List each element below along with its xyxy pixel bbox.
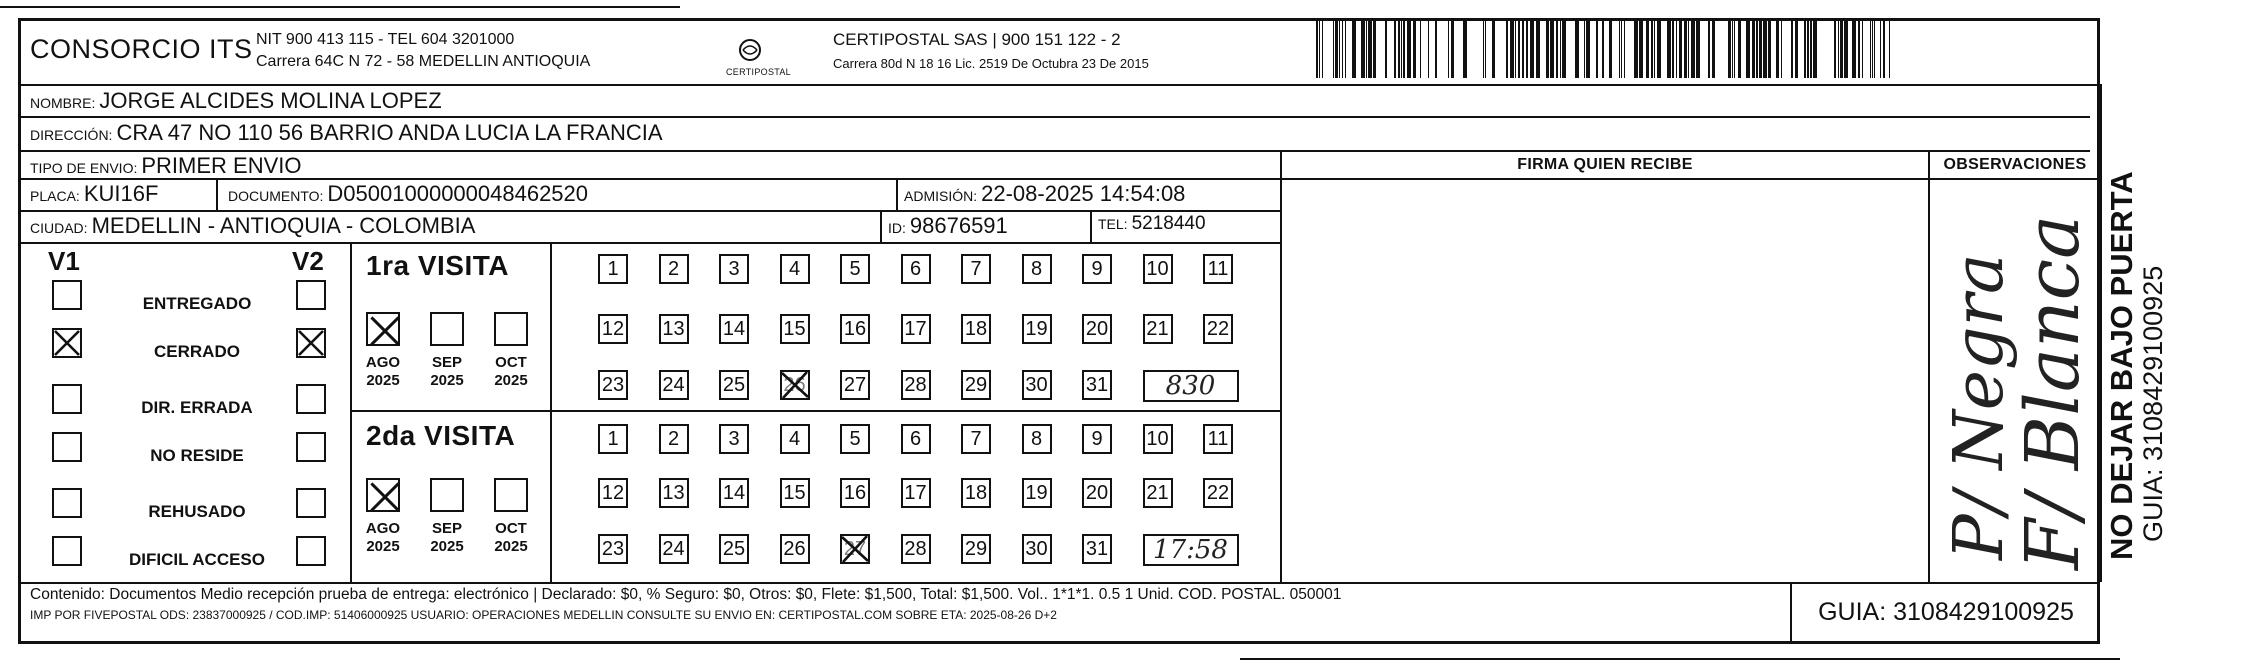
barcode: [1316, 20, 1890, 78]
direccion-value: CRA 47 NO 110 56 BARRIO ANDA LUCIA LA FRANCIA: [116, 120, 663, 145]
v2-checkbox[interactable]: [296, 536, 326, 566]
visit2-day-19[interactable]: 19: [1022, 478, 1052, 508]
visit1-day-29[interactable]: 29: [961, 370, 991, 400]
visit2-title: 2da VISITA: [366, 420, 516, 451]
visit1-day-21[interactable]: 21: [1143, 314, 1173, 344]
visit2-day-17[interactable]: 17: [901, 478, 931, 508]
status-label: CERRADO: [154, 342, 240, 361]
status-label: DIR. ERRADA: [141, 398, 253, 417]
visit1-day-2[interactable]: 2: [659, 254, 689, 284]
visit2-time[interactable]: 17:58: [1143, 534, 1239, 566]
direccion-label: DIRECCIÓN:: [30, 127, 113, 143]
tipo-envio-value: PRIMER ENVIO: [141, 153, 302, 178]
v1-header: V1: [48, 246, 80, 276]
placa-label: PLACA:: [30, 188, 80, 204]
visit2-day-8[interactable]: 8: [1022, 424, 1052, 454]
tipo-envio-row: [30, 153, 302, 179]
id-row: [888, 213, 1008, 239]
visit1-day-18[interactable]: 18: [961, 314, 991, 344]
no-dejar-bajo-puerta: NO DEJAR BAJO PUERTA: [2104, 171, 2139, 560]
visit2-day-4[interactable]: 4: [780, 424, 810, 454]
month-year: 2025: [430, 538, 464, 555]
visit1-day-8[interactable]: 8: [1022, 254, 1052, 284]
visit2-day-28[interactable]: 28: [901, 534, 931, 564]
visit2-day-7[interactable]: 7: [961, 424, 991, 454]
ciudad-label: CIUDAD:: [30, 220, 88, 236]
visit1-day-6[interactable]: 6: [901, 254, 931, 284]
visit1-day-23[interactable]: 23: [598, 370, 628, 400]
tel-value: 5218440: [1131, 213, 1206, 234]
visit2-day-2[interactable]: 2: [659, 424, 689, 454]
observaciones-handwriting-1: P/ Negra: [1940, 253, 2019, 560]
v1-checkbox[interactable]: [52, 432, 82, 462]
footer-impresion: IMP POR FIVEPOSTAL ODS: 23837000925 / COD.IMP: 51406000925 USUARIO: OPERACIONES MEDELLIN CONSULTE SU ENVIO EN: CERTIPOSTAL.COM SOBRE ETA: 2025-08-26 D+2: [30, 608, 1057, 622]
visit2-day-14[interactable]: 14: [719, 478, 749, 508]
firma-header: FIRMA QUIEN RECIBE: [1517, 156, 1693, 173]
visit1-day-28[interactable]: 28: [901, 370, 931, 400]
visit1-month-checkbox[interactable]: [430, 312, 464, 346]
month-year: 2025: [494, 538, 528, 555]
visit1-day-3[interactable]: 3: [719, 254, 749, 284]
visit2-day-3[interactable]: 3: [719, 424, 749, 454]
tipo-envio-label: TIPO DE ENVIO:: [30, 160, 138, 176]
status-label: REHUSADO: [148, 502, 246, 521]
visit1-month-label: [422, 354, 472, 390]
status-label: NO RESIDE: [150, 446, 244, 465]
v1-checkbox[interactable]: [52, 280, 82, 310]
visit2-day-5[interactable]: 5: [840, 424, 870, 454]
visit1-day-24[interactable]: 24: [659, 370, 689, 400]
visit2-day-22[interactable]: 22: [1203, 478, 1233, 508]
visit1-month-checkbox[interactable]: [494, 312, 528, 346]
certipostal-address: Carrera 80d N 18 16 Lic. 2519 De Octubra 23 De 2015: [833, 56, 1149, 71]
visit2-day-30[interactable]: 30: [1022, 534, 1052, 564]
ciudad-value: MEDELLIN - ANTIOQUIA - COLOMBIA: [91, 213, 476, 238]
visit1-month-label: [358, 354, 408, 390]
footer-guia: GUIA: 3108429100925: [1790, 582, 2100, 644]
status-label: DIFICIL ACCESO: [128, 550, 265, 569]
visit2-day-25[interactable]: 25: [719, 534, 749, 564]
visit2-month-label: [486, 520, 536, 556]
visit1-month-checkbox[interactable]: [366, 312, 400, 346]
tel-label: TEL:: [1098, 216, 1128, 232]
direccion-row: [30, 120, 663, 146]
visit2-day-11[interactable]: 11: [1203, 424, 1233, 454]
company-address: Carrera 64C N 72 - 58 MEDELLIN ANTIOQUIA: [256, 53, 591, 70]
visit1-day-20[interactable]: 20: [1082, 314, 1112, 344]
month-name: SEP: [431, 354, 462, 371]
visit1-day-30[interactable]: 30: [1022, 370, 1052, 400]
visit1-day-31[interactable]: 31: [1082, 370, 1112, 400]
month-name: AGO: [365, 354, 401, 371]
visit1-day-9[interactable]: 9: [1082, 254, 1112, 284]
month-year: 2025: [430, 372, 464, 389]
v2-checkbox[interactable]: [296, 432, 326, 462]
v2-checkbox[interactable]: [296, 384, 326, 414]
observaciones-handwriting-2: F/ Blanca: [2010, 214, 2096, 570]
footer-contenido: Contenido: Documentos Medio recepción prueba de entrega: electrónico | Declarado: $0, % Seguro: $0, Otros: $0, Flete: $1,500, Total: $1,500. Vol.. 1*1*1. 0.5 1 Unid. COD. POSTAL. 050001: [30, 586, 1342, 603]
visit2-day-27[interactable]: 27: [840, 534, 870, 564]
v2-checkbox[interactable]: [296, 488, 326, 518]
visit1-day-25[interactable]: 25: [719, 370, 749, 400]
top-rule: [0, 6, 680, 8]
visit2-day-13[interactable]: 13: [659, 478, 689, 508]
documento-label: DOCUMENTO:: [228, 188, 324, 204]
month-year: 2025: [366, 372, 400, 389]
visit1-day-12[interactable]: 12: [598, 314, 628, 344]
visit2-day-21[interactable]: 21: [1143, 478, 1173, 508]
visit1-day-1[interactable]: 1: [598, 254, 628, 284]
visit1-day-4[interactable]: 4: [780, 254, 810, 284]
visit1-day-22[interactable]: 22: [1203, 314, 1233, 344]
documento-value: D05001000000048462520: [327, 181, 589, 206]
visit2-day-18[interactable]: 18: [961, 478, 991, 508]
v2-header: V2: [292, 246, 324, 276]
visit2-day-16[interactable]: 16: [840, 478, 870, 508]
visit2-month-checkbox[interactable]: [494, 478, 528, 512]
visit1-day-19[interactable]: 19: [1022, 314, 1052, 344]
visit2-day-29[interactable]: 29: [961, 534, 991, 564]
visit1-day-26[interactable]: 26: [780, 370, 810, 400]
documento-row: [228, 181, 588, 207]
visit1-day-17[interactable]: 17: [901, 314, 931, 344]
placa-row: [30, 181, 158, 207]
month-name: OCT: [495, 520, 527, 537]
month-name: OCT: [495, 354, 527, 371]
admision-label: ADMISIÓN:: [904, 188, 978, 204]
v2-checkbox[interactable]: [296, 328, 326, 358]
visit2-day-15[interactable]: 15: [780, 478, 810, 508]
certipostal-name: CERTIPOSTAL SAS | 900 151 122 - 2: [833, 30, 1121, 49]
visit1-day-16[interactable]: 16: [840, 314, 870, 344]
nombre-row: [30, 88, 442, 114]
status-label: ENTREGADO: [142, 294, 252, 313]
id-value: 98676591: [909, 213, 1008, 238]
v1-checkbox[interactable]: [52, 328, 82, 358]
visit2-month-checkbox[interactable]: [430, 478, 464, 512]
visit2-month-label: [358, 520, 408, 556]
visit2-day-31[interactable]: 31: [1082, 534, 1112, 564]
placa-value: KUI16F: [83, 181, 159, 206]
nombre-value: JORGE ALCIDES MOLINA LOPEZ: [99, 88, 442, 113]
v2-checkbox[interactable]: [296, 280, 326, 310]
month-name: SEP: [431, 520, 462, 537]
visit2-day-24[interactable]: 24: [659, 534, 689, 564]
company-name: CONSORCIO ITS: [30, 34, 253, 64]
visit1-day-11[interactable]: 11: [1203, 254, 1233, 284]
visit1-day-7[interactable]: 7: [961, 254, 991, 284]
v1-checkbox[interactable]: [52, 536, 82, 566]
month-year: 2025: [494, 372, 528, 389]
side-guia: GUIA: 3108429100925: [2138, 265, 2168, 542]
visit2-day-20[interactable]: 20: [1082, 478, 1112, 508]
visit1-day-13[interactable]: 13: [659, 314, 689, 344]
v1-checkbox[interactable]: [52, 384, 82, 414]
visit2-day-26[interactable]: 26: [780, 534, 810, 564]
visit2-day-23[interactable]: 23: [598, 534, 628, 564]
visit1-time[interactable]: 830: [1143, 370, 1239, 402]
visit2-day-9[interactable]: 9: [1082, 424, 1112, 454]
visit1-month-label: [486, 354, 536, 390]
visit1-day-14[interactable]: 14: [719, 314, 749, 344]
company-nit-tel: NIT 900 413 115 - TEL 604 3201000: [256, 31, 515, 48]
v1-checkbox[interactable]: [52, 488, 82, 518]
visit2-day-1[interactable]: 1: [598, 424, 628, 454]
visit2-month-checkbox[interactable]: [366, 478, 400, 512]
month-year: 2025: [366, 538, 400, 555]
id-label: ID:: [888, 220, 906, 236]
admision-row: [904, 181, 1185, 207]
visit1-day-27[interactable]: 27: [840, 370, 870, 400]
observaciones-header: OBSERVACIONES: [1943, 156, 2087, 173]
visit2-day-10[interactable]: 10: [1143, 424, 1173, 454]
visit2-day-6[interactable]: 6: [901, 424, 931, 454]
visit1-title: 1ra VISITA: [366, 250, 509, 281]
visit2-month-label: [422, 520, 472, 556]
tel-row: [1098, 213, 1206, 235]
visit1-day-5[interactable]: 5: [840, 254, 870, 284]
visit1-day-10[interactable]: 10: [1143, 254, 1173, 284]
visit1-day-15[interactable]: 15: [780, 314, 810, 344]
ciudad-row: [30, 213, 475, 239]
certipostal-logo-text: CERTIPOSTAL: [726, 67, 791, 77]
visit2-day-12[interactable]: 12: [598, 478, 628, 508]
admision-value: 22-08-2025 14:54:08: [981, 181, 1186, 206]
nombre-label: NOMBRE:: [30, 95, 96, 111]
month-name: AGO: [365, 520, 401, 537]
